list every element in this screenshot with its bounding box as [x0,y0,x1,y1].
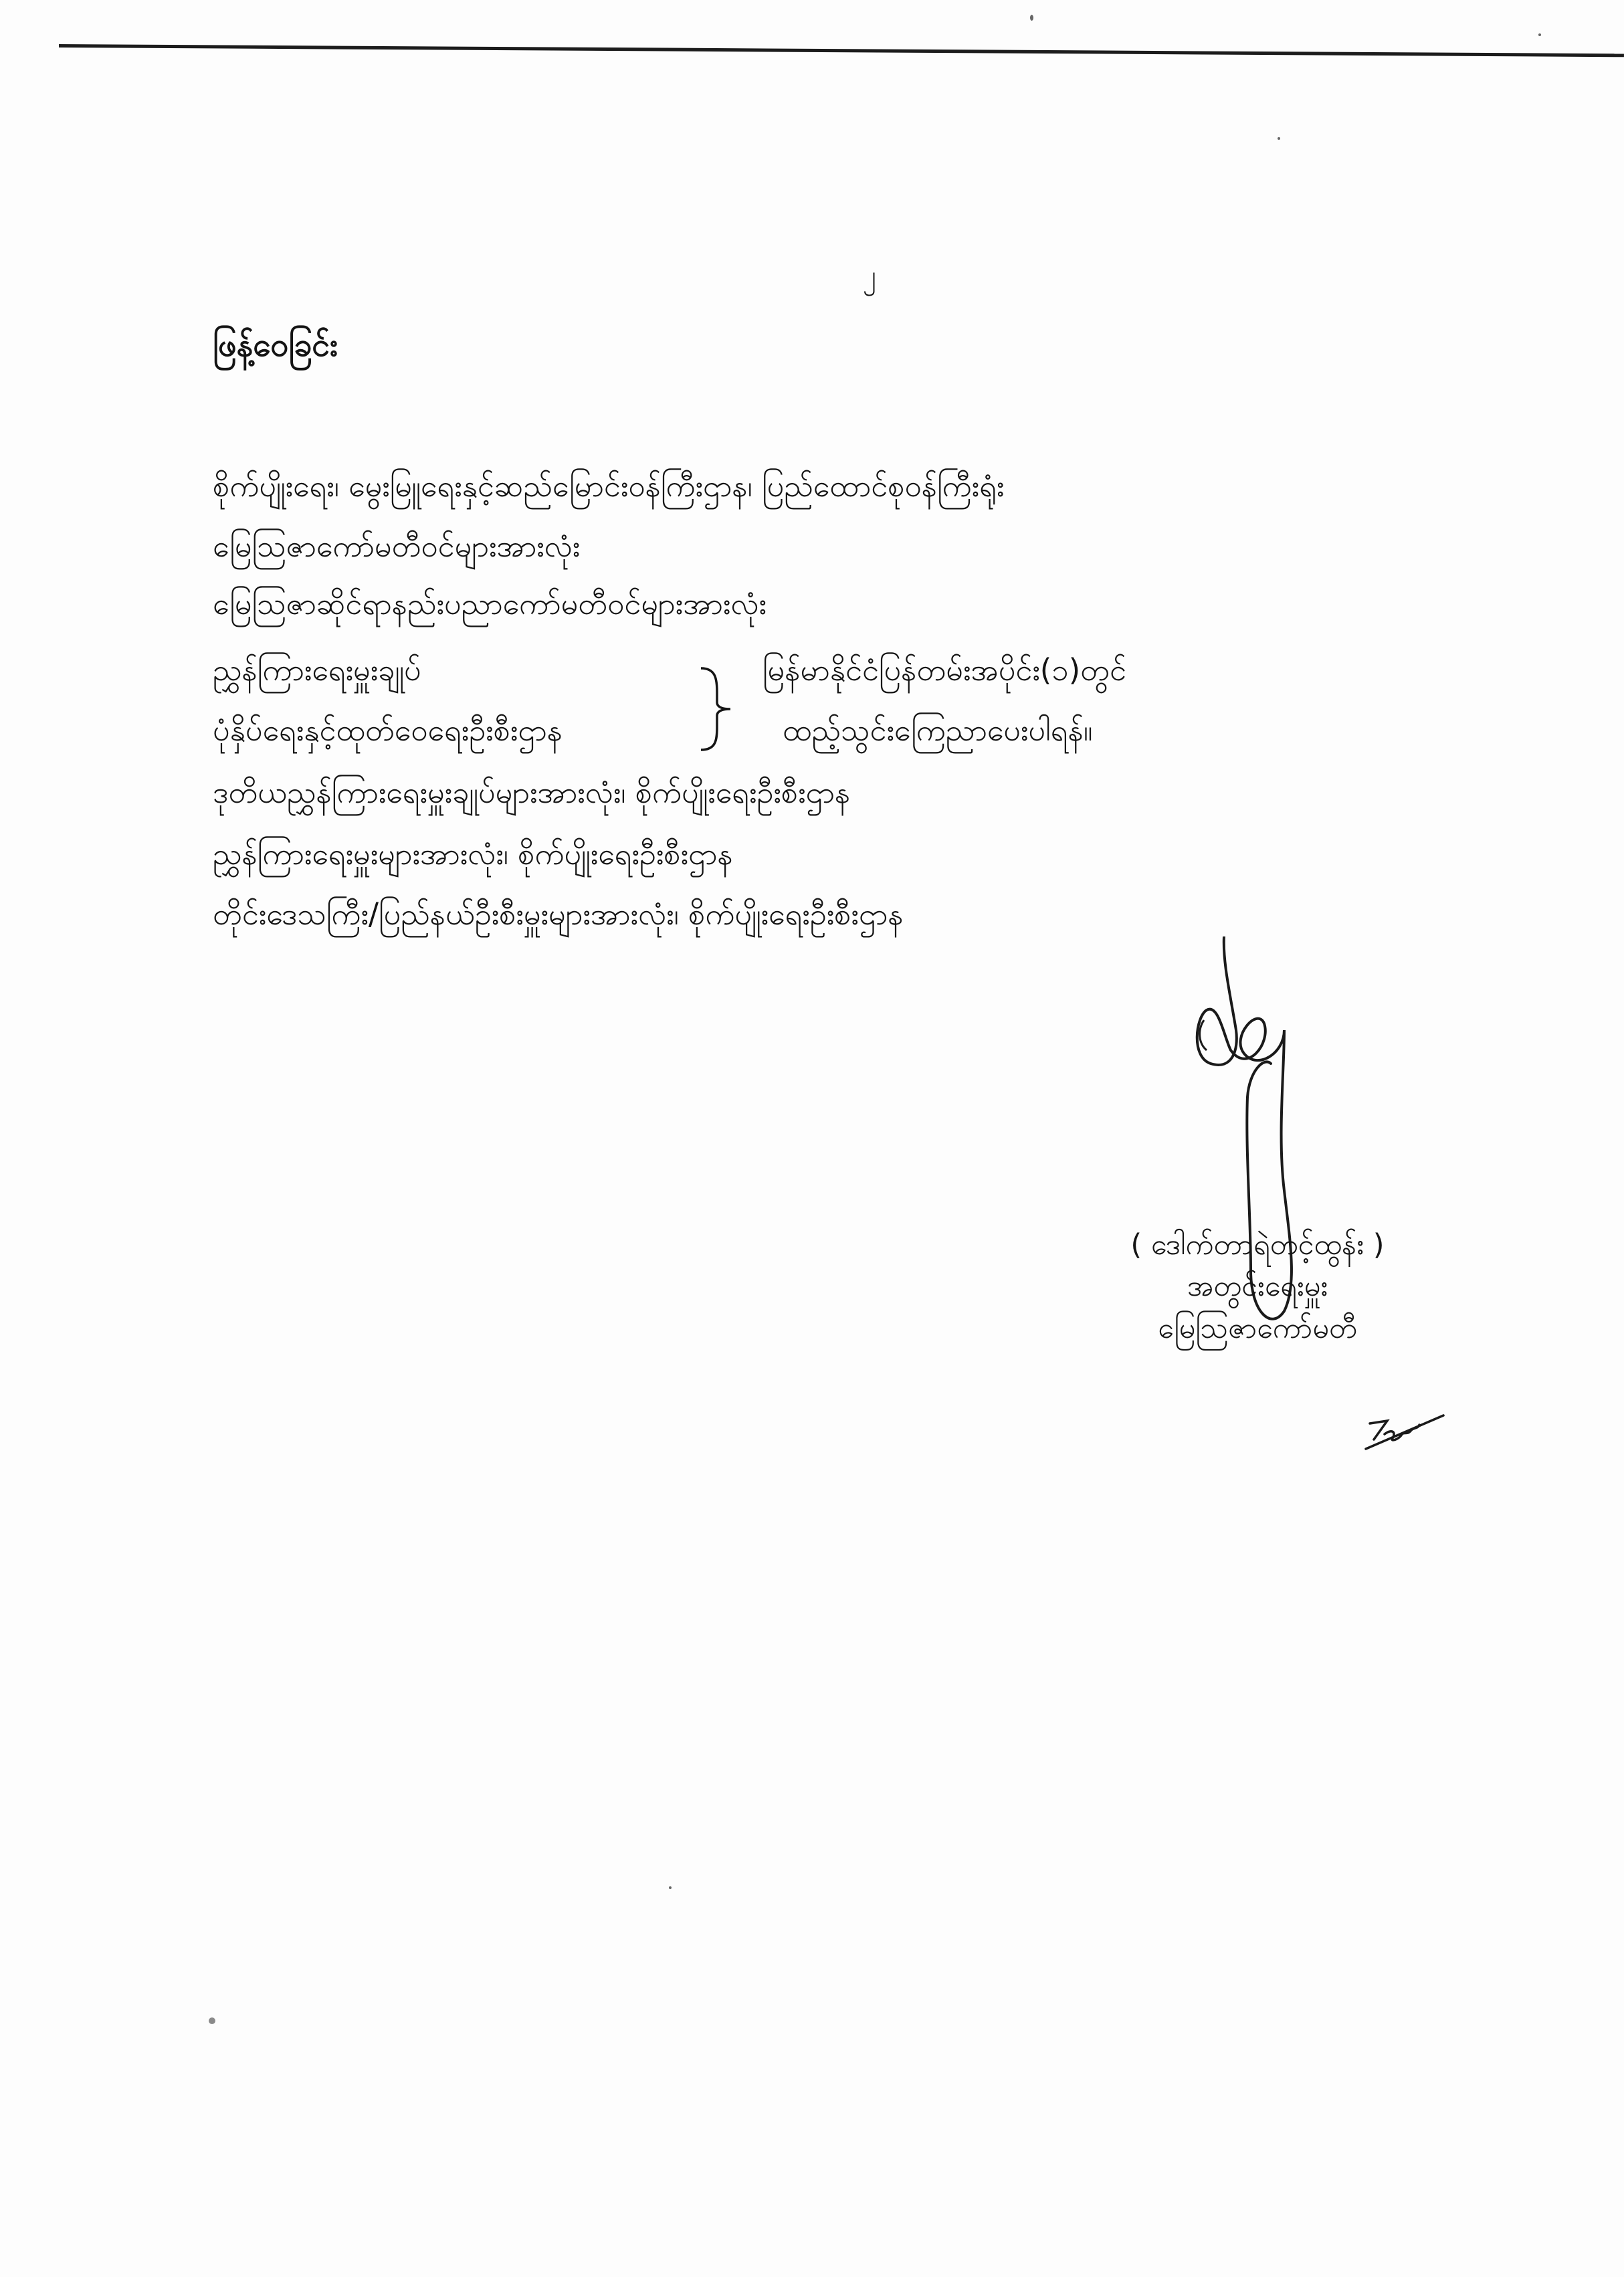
curly-brace [696,666,736,753]
scan-speck [669,1886,672,1889]
distribution-line: စိုက်ပျိုးရေး၊ မွေးမြူရေးနှင့်ဆည်မြောင်းဝန်ကြီးဌာန၊ ပြည်ထောင်စုဝန်ကြီးရုံး [213,468,1005,504]
distribution-line: ညွှန်ကြားရေးမှူးများအားလုံး၊ စိုက်ပျိုးရေးဦးစီးဌာန [213,836,733,872]
scan-speck [1538,33,1541,36]
top-rule [59,44,1624,57]
scan-speck [209,2017,215,2024]
bracket-left-item: ညွှန်ကြားရေးမှူးချုပ် [213,652,421,688]
signatory-name: ( ဒေါက်တာရဲတင့်ထွန်း ) [1130,1228,1385,1262]
page-number: ၂ [863,260,876,291]
scan-speck [1030,15,1033,21]
bracket-right-item: ထည့်သွင်းကြေညာပေးပါရန်။ [783,712,1093,748]
signatory-title: အတွင်းရေးမှူး [1187,1270,1328,1304]
distribution-line: မြေသြဇာဆိုင်ရာနည်းပညာကော်မတီဝင်များအားလုံး [213,586,767,621]
signatory-committee: မြေသြဇာကော်မတီ [1158,1311,1357,1345]
scan-speck [1278,137,1280,140]
handwritten-initials [1364,1405,1445,1458]
distribution-line: ဒုတိယညွှန်ကြားရေးမှူးချုပ်များအားလုံး၊ စိုက်ပျိုးရေးဦးစီးဌာန [213,775,851,810]
distribution-line: မြေသြဇာကော်မတီဝင်များအားလုံး [213,528,581,564]
signature-block [1084,1224,1431,1349]
distribution-heading: ဖြန့်ဝေခြင်း [213,326,338,364]
bracket-right-item: မြန်မာနိုင်ငံပြန်တမ်းအပိုင်း(၁)တွင် [763,652,1126,688]
bracket-left-item: ပုံနှိပ်ရေးနှင့်ထုတ်ဝေရေးဦးစီးဌာန [213,712,563,748]
distribution-line: တိုင်းဒေသကြီး/ပြည်နယ်ဦးစီးမှူးများအားလုံး၊ စိုက်ပျိုးရေးဦးစီးဌာန [213,896,904,932]
